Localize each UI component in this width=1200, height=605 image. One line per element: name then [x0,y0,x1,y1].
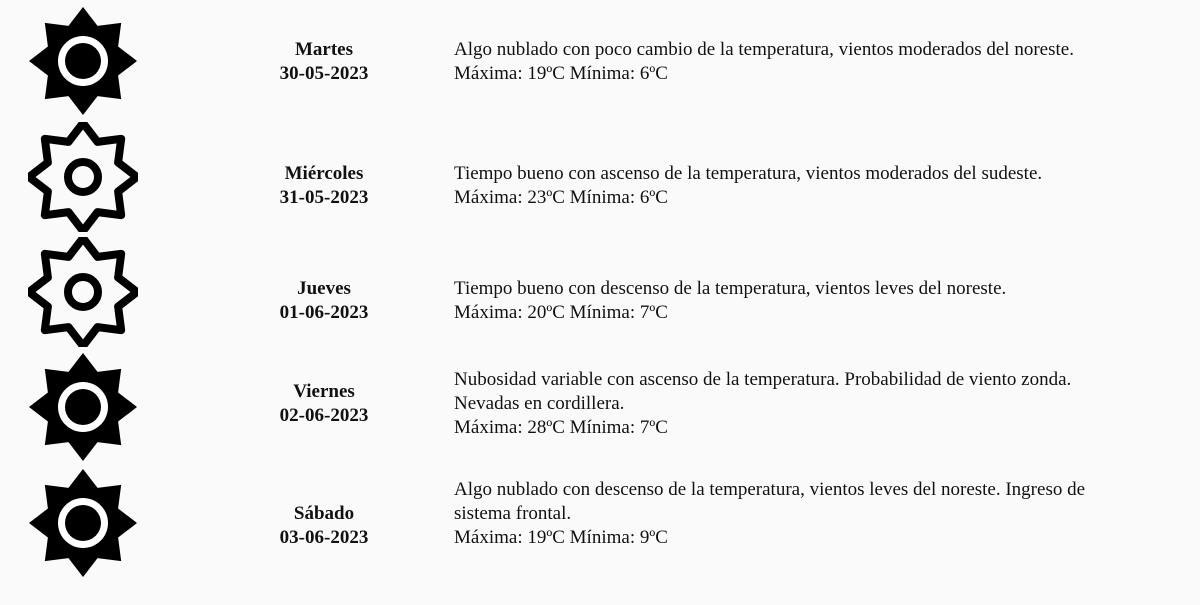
temperature-range: Máxima: 19ºC Mínima: 9ºC [454,527,668,548]
day-date: 02-06-2023 [279,405,369,426]
description-line: Nevadas en cordillera. [454,393,625,414]
sun-filled-icon [28,468,138,578]
temperature-range: Máxima: 19ºC Mínima: 6ºC [454,63,668,84]
description-line: Nubosidad variable con ascenso de la temperatura. Probabilidad de viento zonda. [454,369,1072,390]
day-date: 03-06-2023 [279,527,369,548]
forecast-description [454,368,1184,440]
forecast-day [244,38,404,86]
forecast-description [454,162,1184,210]
forecast-day [244,502,404,550]
temperature-range: Máxima: 20ºC Mínima: 7ºC [454,302,668,323]
forecast-row [0,4,1200,114]
day-date: 30-05-2023 [279,63,369,84]
forecast-description [454,478,1184,550]
sun-outline-icon [28,122,138,232]
forecast-row [0,235,1200,345]
day-name: Martes [294,39,354,60]
sun-outline-icon [28,237,138,347]
description-line: sistema frontal. [454,503,572,524]
forecast-row [0,466,1200,576]
forecast-row [0,350,1200,460]
forecast-day [244,380,404,428]
day-name: Miércoles [284,163,364,184]
day-name: Sábado [293,503,355,524]
sun-filled-icon [28,352,138,462]
forecast-day [244,277,404,325]
description-line: Algo nublado con poco cambio de la temperatura, vientos moderados del noreste. [454,39,1074,60]
forecast-description [454,38,1184,86]
forecast-day [244,162,404,210]
day-date: 01-06-2023 [279,302,369,323]
description-line: Tiempo bueno con ascenso de la temperatura, vientos moderados del sudeste. [454,163,1043,184]
forecast-row [0,120,1200,230]
day-name: Viernes [293,381,355,402]
temperature-range: Máxima: 28ºC Mínima: 7ºC [454,417,668,438]
day-date: 31-05-2023 [279,187,369,208]
sun-filled-icon [28,6,138,116]
description-line: Tiempo bueno con descenso de la temperatura, vientos leves del noreste. [454,278,1007,299]
day-name: Jueves [297,278,351,299]
description-line: Algo nublado con descenso de la temperatura, vientos leves del noreste. Ingreso de [454,479,1086,500]
forecast-description [454,277,1184,325]
temperature-range: Máxima: 23ºC Mínima: 6ºC [454,187,668,208]
